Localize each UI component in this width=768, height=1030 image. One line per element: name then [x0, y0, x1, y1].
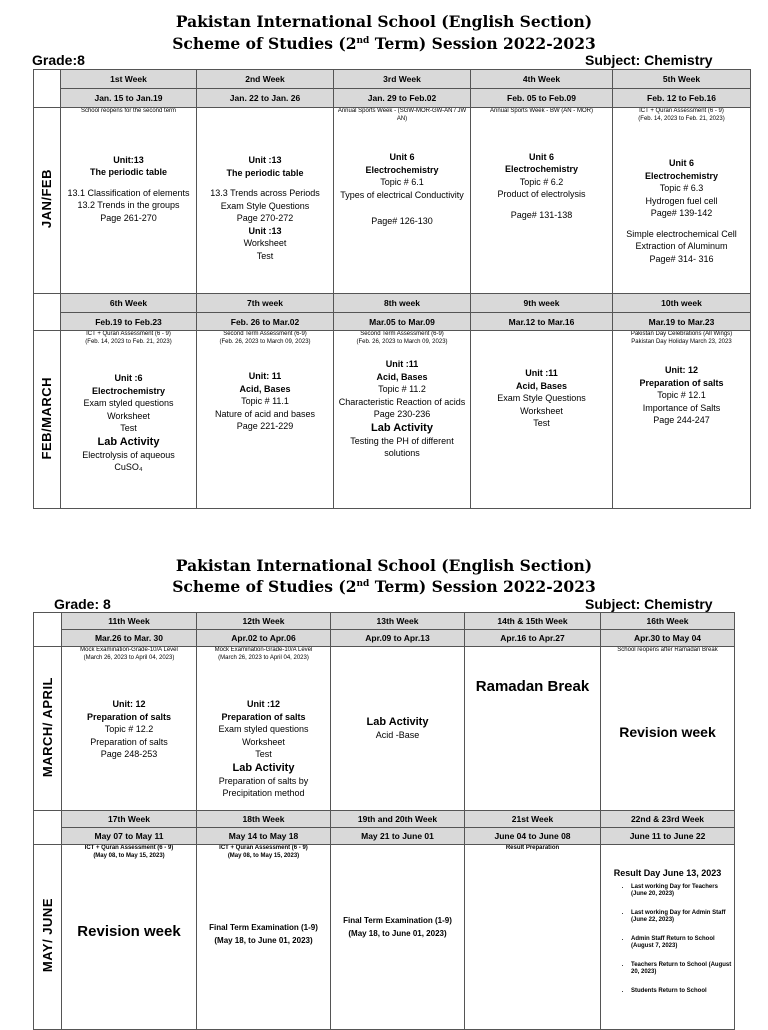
date-header: Apr.30 to May 04 — [601, 630, 735, 647]
week-cell: ICT + Quran Assessment (6 - 9) (May 08, to May 15, 2023) Final Term Examination (1-9) (May 18, to June 01, 2023) — [197, 845, 331, 1030]
week-header: 21st Week — [465, 811, 601, 828]
date-header: Jan. 22 to Jan. 26 — [197, 89, 334, 108]
week-cell: Mock Examination-Grade-10/A Level (March 26, 2023 to April 04, 2023) Unit :12 Preparation of salts Exam styled questions Worksheet Test Lab Activity Preparation of salts by Precipitation method — [197, 647, 331, 811]
page2-subject: Subject: Chemistry — [585, 596, 713, 612]
week-header: 3rd Week — [334, 70, 471, 89]
week-cell: Annual Sports Week - (SGW-MOR-GW-AN / JW AN) Unit 6 Electrochemistry Topic # 6.1 Types of electrical Conductivity Page# 126-130 — [334, 108, 471, 294]
corner-cell — [34, 613, 62, 647]
list-item: • Students Return to School — [631, 988, 732, 996]
week-cell: School reopens after Ramadan Break Revision week — [601, 647, 735, 811]
week-header: 10th week — [613, 294, 751, 313]
week-cell: Unit :13 The periodic table 13.3 Trends across Periods Exam Style Questions Page 270-272 Unit :13 Worksheet Test — [197, 108, 334, 294]
week-cell: Final Term Examination (1-9) (May 18, to June 01, 2023) — [331, 845, 465, 1030]
week-header: 2nd Week — [197, 70, 334, 89]
date-header: Apr.02 to Apr.06 — [197, 630, 331, 647]
week-cell: Result Day June 13, 2023 • Last working Day for Teachers (June 20, 2023) • Last working Day for Admin Staff (June 22, 2023) • Admin Staff Return to School (August 7, 2023) • Teachers Return to School (August 20, 2023) • Students Return to School — [601, 845, 735, 1030]
week-cell: ICT + Quran Assessment (6 - 9) (May 08, to May 15, 2023) Revision week — [62, 845, 197, 1030]
page1-grade: Grade:8 — [32, 52, 85, 68]
result-notes-list — [603, 884, 732, 996]
week-cell: Unit :11 Acid, Bases Exam Style Questions Worksheet Test — [471, 331, 613, 509]
corner-cell — [34, 70, 61, 108]
week-cell: Ramadan Break — [465, 647, 601, 811]
week-cell: Lab Activity Acid -Base — [331, 647, 465, 811]
week-cell: Result Preparation — [465, 845, 601, 1030]
week-header: 19th and 20th Week — [331, 811, 465, 828]
week-header: 8th week — [334, 294, 471, 313]
week-header: 22nd & 23rd Week — [601, 811, 735, 828]
week-header: 11th Week — [62, 613, 197, 630]
week-header: 17th Week — [62, 811, 197, 828]
page2-schedule-table — [33, 612, 735, 1030]
date-header: May 14 to May 18 — [197, 828, 331, 845]
week-cell: Pakistan Day Celebrations (All Wings) Pakistan Day Holiday March 23, 2023 Unit: 12 Preparation of salts Topic # 12.1 Importance of Salts Page 244-247 — [613, 331, 751, 509]
date-header: Jan. 15 to Jan.19 — [61, 89, 197, 108]
month-label: FEB/MARCH — [34, 331, 61, 509]
week-header: 6th Week — [61, 294, 197, 313]
week-cell: Mock Examination-Grade-10/A Level (March 26, 2023 to April 04, 2023) Unit: 12 Preparation of salts Topic # 12.2 Preparation of salts Page 248-253 — [62, 647, 197, 811]
date-header: Mar.12 to Mar.16 — [471, 313, 613, 331]
date-header: Apr.09 to Apr.13 — [331, 630, 465, 647]
date-header: Feb. 05 to Feb.09 — [471, 89, 613, 108]
week-cell: Annual Sports Week - BW (AN - MOR) Unit 6 Electrochemistry Topic # 6.2 Product of electrolysis Page# 131-138 — [471, 108, 613, 294]
week-header: 16th Week — [601, 613, 735, 630]
week-header: 12th Week — [197, 613, 331, 630]
date-header: Feb.19 to Feb.23 — [61, 313, 197, 331]
page1-title-line2: Scheme of Studies (2nd Term) Session 2022-2023 — [172, 34, 596, 54]
corner-cell — [34, 811, 62, 845]
week-header: 1st Week — [61, 70, 197, 89]
page1-schedule-table — [33, 69, 751, 509]
week-cell: Second Term Assessment (6-9) (Feb. 26, 2023 to March 09, 2023) Unit: 11 Acid, Bases Topic # 11.1 Nature of acid and bases Page 221-229 — [197, 331, 334, 509]
date-header: Apr.16 to Apr.27 — [465, 630, 601, 647]
week-header: 14th & 15th Week — [465, 613, 601, 630]
week-cell: ICT + Quran Assessment (6 - 9) (Feb. 14, 2023 to Feb. 21, 2023) Unit :6 Electrochemistry Exam styled questions Worksheet Test Lab Activity Electrolysis of aqueous CuSO₄ — [61, 331, 197, 509]
week-header: 5th Week — [613, 70, 751, 89]
date-header: May 21 to June 01 — [331, 828, 465, 845]
corner-cell — [34, 294, 61, 331]
date-header: June 11 to June 22 — [601, 828, 735, 845]
page2-title-line1: Pakistan International School (English Section) — [175, 556, 593, 575]
date-header: Feb. 26 to Mar.02 — [197, 313, 334, 331]
page2-grade: Grade: 8 — [54, 596, 111, 612]
date-header: Feb. 12 to Feb.16 — [613, 89, 751, 108]
week-cell: ICT + Quran Assessment (6 - 9) (Feb. 14, 2023 to Feb. 21, 2023) Unit 6 Electrochemistry Topic # 6.3 Hydrogen fuel cell Page# 139-142 Simple electrochemical Cell Extraction of Aluminum Page# 314- 316 — [613, 108, 751, 294]
week-cell: Second Term Assessment (6-9) (Feb. 26, 2023 to March 09, 2023) Unit :11 Acid, Bases Topic # 11.2 Characteristic Reaction of acids Page 230-236 Lab Activity Testing the PH of different solutions — [334, 331, 471, 509]
month-label: JAN/FEB — [34, 108, 61, 294]
list-item: • Last working Day for Teachers (June 20, 2023) — [631, 884, 732, 899]
week-header: 9th week — [471, 294, 613, 313]
date-header: Mar.26 to Mar. 30 — [62, 630, 197, 647]
page2-title-line2: Scheme of Studies (2nd Term) Session 2022-2023 — [172, 577, 596, 597]
page1-title-line1: Pakistan International School (English Section) — [175, 12, 593, 31]
date-header: May 07 to May 11 — [62, 828, 197, 845]
week-header: 18th Week — [197, 811, 331, 828]
list-item: • Admin Staff Return to School (August 7, 2023) — [631, 936, 732, 951]
week-header: 7th week — [197, 294, 334, 313]
week-header: 13th Week — [331, 613, 465, 630]
list-item: • Last working Day for Admin Staff (June 22, 2023) — [631, 910, 732, 925]
week-header: 4th Week — [471, 70, 613, 89]
date-header: June 04 to June 08 — [465, 828, 601, 845]
month-label: MARCH/ APRIL — [34, 647, 62, 811]
month-label: MAY/ JUNE — [34, 845, 62, 1030]
page1-subject: Subject: Chemistry — [585, 52, 713, 68]
date-header: Jan. 29 to Feb.02 — [334, 89, 471, 108]
week-cell: School reopens for the second term Unit:13 The periodic table 13.1 Classification of elements 13.2 Trends in the groups Page 261-270 — [61, 108, 197, 294]
list-item: • Teachers Return to School (August 20, 2023) — [631, 962, 732, 977]
date-header: Mar.19 to Mar.23 — [613, 313, 751, 331]
date-header: Mar.05 to Mar.09 — [334, 313, 471, 331]
